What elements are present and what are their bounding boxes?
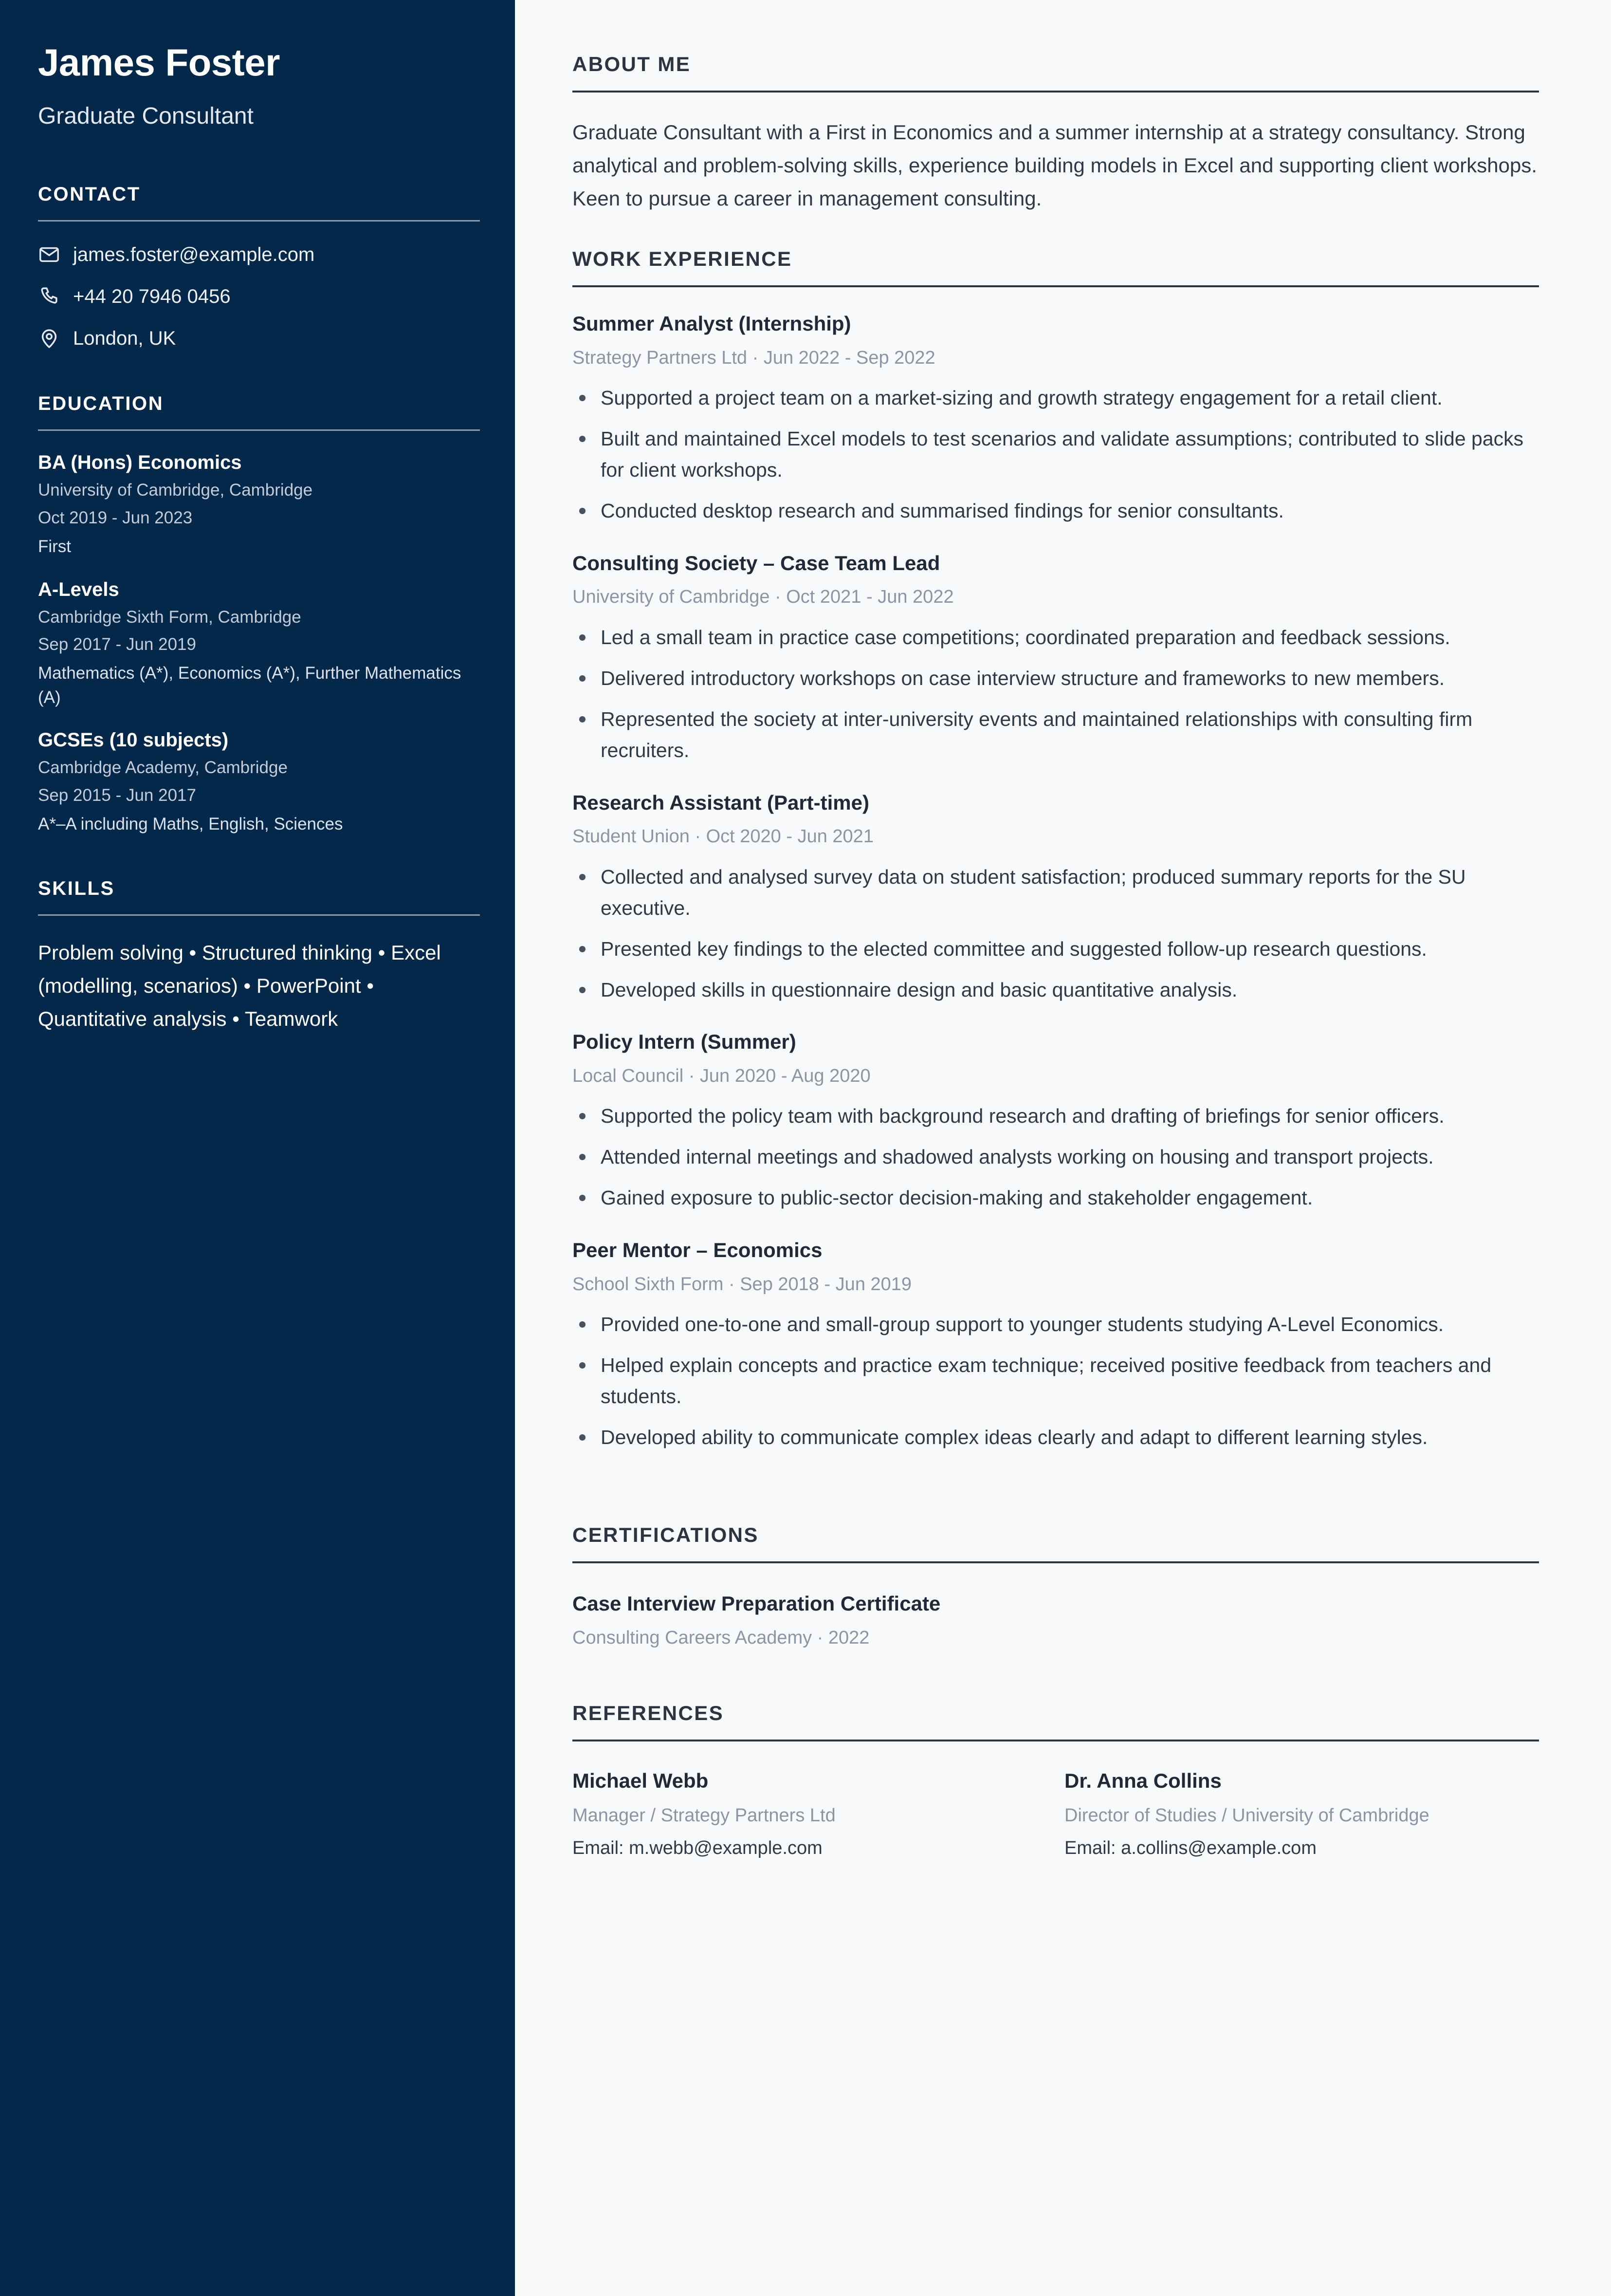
- work-experience-heading: WORK EXPERIENCE: [572, 247, 792, 271]
- certifications-section: [572, 1523, 1539, 1650]
- job-bullet: Represented the society at inter-university events and maintained relationships with consulting firm recruiters.: [572, 704, 1539, 766]
- reference-email: Email: a.collins@example.com: [1064, 1838, 1317, 1858]
- job-title: Research Assistant (Part-time): [572, 791, 869, 814]
- job-bullet: Built and maintained Excel models to test scenarios and validate assumptions; contributed to slide packs for client workshops.: [572, 424, 1539, 486]
- job-bullets: [572, 383, 1539, 527]
- education-result: A*–A including Maths, English, Sciences: [38, 814, 343, 833]
- sidebar: [0, 0, 515, 2296]
- job-meta: Strategy Partners Ltd · Jun 2022 - Sep 2022: [572, 347, 935, 368]
- certification-name: Case Interview Preparation Certificate: [572, 1592, 941, 1615]
- contact-email-value: james.foster@example.com: [73, 244, 315, 266]
- job-bullet: Conducted desktop research and summarised findings for senior consultants.: [572, 496, 1539, 527]
- education-heading: EDUCATION: [38, 393, 164, 415]
- reference-role: Director of Studies / University of Cambridge: [1064, 1805, 1429, 1826]
- education-result: First: [38, 537, 72, 556]
- certifications-divider: [572, 1561, 1539, 1563]
- education-section: [38, 393, 480, 836]
- contact-section: [38, 184, 480, 351]
- certification-meta: Consulting Careers Academy · 2022: [572, 1627, 870, 1648]
- reference-role: Manager / Strategy Partners Ltd: [572, 1805, 836, 1826]
- job-bullet: Presented key findings to the elected committee and suggested follow-up research questions.: [572, 934, 1539, 965]
- spacer: [572, 1477, 1539, 1523]
- contact-phone-value: +44 20 7946 0456: [73, 286, 231, 308]
- job-bullet: Developed ability to communicate complex ideas clearly and adapt to different learning styles.: [572, 1422, 1539, 1453]
- education-item: [38, 450, 480, 558]
- job-title: Peer Mentor – Economics: [572, 1239, 823, 1262]
- job-bullet: Helped explain concepts and practice exam technique; received positive feedback from teachers and students.: [572, 1350, 1539, 1412]
- job-title: Summer Analyst (Internship): [572, 312, 851, 335]
- education-institution: University of Cambridge, Cambridge: [38, 481, 313, 500]
- job-entry: [572, 1029, 1539, 1214]
- job-meta: Student Union · Oct 2020 - Jun 2021: [572, 826, 874, 847]
- job-bullet: Gained exposure to public-sector decision-making and stakeholder engagement.: [572, 1183, 1539, 1214]
- job-meta: Local Council · Jun 2020 - Aug 2020: [572, 1066, 871, 1087]
- job-bullet: Led a small team in practice case competitions; coordinated preparation and feedback sessions.: [572, 622, 1539, 653]
- reference-item: [1056, 1768, 1539, 1861]
- candidate-role: Graduate Consultant: [38, 103, 254, 129]
- contact-list: [38, 242, 480, 351]
- education-item: [38, 728, 480, 836]
- work-experience-section: [572, 247, 1539, 1453]
- references-section: [572, 1702, 1539, 1861]
- skills-heading: SKILLS: [38, 878, 115, 900]
- job-bullets: [572, 862, 1539, 1006]
- references-divider: [572, 1740, 1539, 1741]
- job-meta: University of Cambridge · Oct 2021 - Jun 2022: [572, 587, 954, 608]
- contact-item-location[interactable]: [38, 326, 480, 351]
- contact-item-email[interactable]: [38, 242, 480, 267]
- education-divider: [38, 429, 480, 431]
- job-bullet: Attended internal meetings and shadowed analysts working on housing and transport projects.: [572, 1142, 1539, 1173]
- job-title: Policy Intern (Summer): [572, 1030, 796, 1054]
- reference-name: Michael Webb: [572, 1769, 709, 1793]
- reference-email: Email: m.webb@example.com: [572, 1838, 823, 1858]
- education-dates: Sep 2017 - Jun 2019: [38, 635, 196, 654]
- job-bullets: [572, 1101, 1539, 1214]
- job-entry: [572, 1237, 1539, 1453]
- job-entry: [572, 311, 1539, 527]
- education-result: Mathematics (A*), Economics (A*), Further Mathematics (A): [38, 663, 461, 707]
- job-bullet: Developed skills in questionnaire design and basic quantitative analysis.: [572, 975, 1539, 1006]
- job-bullet: Delivered introductory workshops on case interview structure and frameworks to new members.: [572, 663, 1539, 694]
- about-heading: ABOUT ME: [572, 53, 691, 75]
- spacer: [572, 215, 1539, 247]
- job-meta: School Sixth Form · Sep 2018 - Jun 2019: [572, 1274, 912, 1295]
- references-list: [572, 1768, 1539, 1861]
- certification-item: [572, 1591, 1539, 1650]
- education-degree: A-Levels: [38, 578, 119, 600]
- skills-list: Problem solving • Structured thinking • Excel (modelling, scenarios) • PowerPoint • Quantitative analysis • Teamwork: [38, 941, 441, 1031]
- job-title: Consulting Society – Case Team Lead: [572, 551, 940, 574]
- spacer: [572, 1650, 1539, 1702]
- job-bullet: Supported the policy team with background research and drafting of briefings for senior officers.: [572, 1101, 1539, 1132]
- education-degree: GCSEs (10 subjects): [38, 729, 229, 751]
- envelope-icon: [38, 243, 63, 266]
- education-dates: Oct 2019 - Jun 2023: [38, 508, 193, 528]
- main-content: [515, 0, 1611, 2296]
- job-entry: [572, 790, 1539, 1006]
- skills-divider: [38, 914, 480, 916]
- candidate-name: James Foster: [38, 41, 280, 84]
- contact-location-value: London, UK: [73, 328, 176, 350]
- references-heading: REFERENCES: [572, 1702, 724, 1725]
- location-pin-icon: [38, 327, 63, 350]
- reference-item: [572, 1768, 1056, 1861]
- education-degree: BA (Hons) Economics: [38, 452, 242, 474]
- education-institution: Cambridge Academy, Cambridge: [38, 758, 288, 778]
- job-bullets: [572, 1309, 1539, 1453]
- job-bullet: Collected and analysed survey data on student satisfaction; produced summary reports for the SU executive.: [572, 862, 1539, 924]
- skills-section: [38, 878, 480, 1036]
- reference-name: Dr. Anna Collins: [1064, 1769, 1222, 1793]
- about-divider: [572, 91, 1539, 93]
- job-bullet: Supported a project team on a market-sizing and growth strategy engagement for a retail client.: [572, 383, 1539, 414]
- certifications-heading: CERTIFICATIONS: [572, 1523, 759, 1547]
- education-institution: Cambridge Sixth Form, Cambridge: [38, 607, 301, 627]
- job-entry: [572, 550, 1539, 766]
- phone-icon: [38, 285, 63, 308]
- about-section: [572, 53, 1539, 215]
- job-bullet: Provided one-to-one and small-group support to younger students studying A-Level Economics.: [572, 1309, 1539, 1340]
- education-dates: Sep 2015 - Jun 2017: [38, 785, 196, 805]
- contact-divider: [38, 220, 480, 222]
- job-list: [572, 311, 1539, 1453]
- education-item: [38, 577, 480, 710]
- contact-heading: CONTACT: [38, 184, 141, 205]
- work-experience-divider: [572, 285, 1539, 287]
- job-bullets: [572, 622, 1539, 766]
- contact-item-phone[interactable]: [38, 284, 480, 309]
- about-text: Graduate Consultant with a First in Economics and a summer internship at a strategy consultancy. Strong analytical and problem-solving skills, experience building models in Excel and supporting client workshops. Keen to pursue a career in management consulting.: [572, 121, 1538, 210]
